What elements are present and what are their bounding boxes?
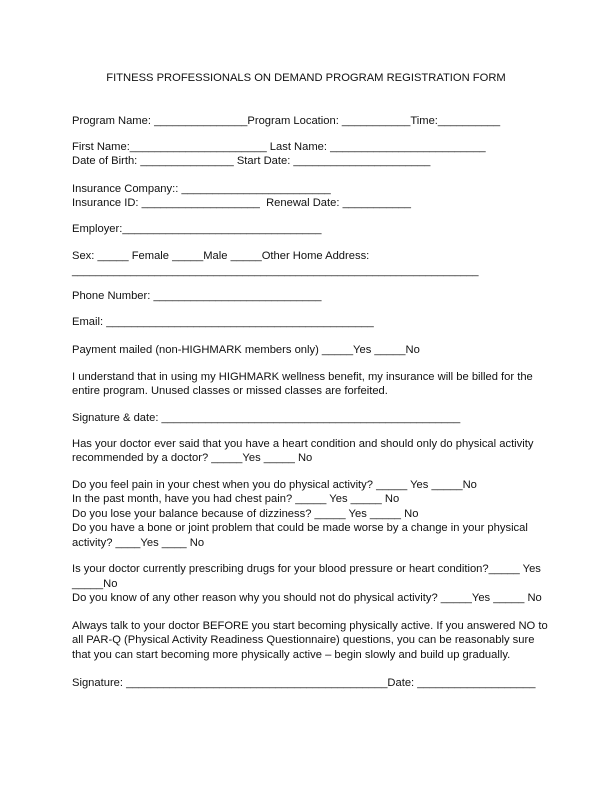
prescription-question-2: _____No [72,578,118,590]
parq-notice-line-3: that you can start becoming more physically active – begin slowly and build up gradually. [72,649,511,661]
dob-start-date-line: Date of Birth: _______________ Start Date: ______________________ [72,155,431,167]
insurance-company-line: Insurance Company:: ________________________ [72,183,331,195]
prescription-question-1: Is your doctor currently prescribing drugs for your blood pressure or heart condition?_____ Yes [72,563,541,575]
billing-notice-line-2: entire program. Unused classes or missed classes are forfeited. [72,385,388,397]
chest-pain-month-question: In the past month, have you had chest pain? _____ Yes _____ No [72,493,400,505]
form-title: FITNESS PROFESSIONALS ON DEMAND PROGRAM REGISTRATION FORM [106,72,506,84]
name-line: First Name:______________________ Last Name: _________________________ [72,141,486,153]
parq-notice-line-1: Always talk to your doctor BEFORE you start becoming physically active. If you answered NO to [72,620,548,632]
final-signature-line: Signature: __________________________________________Date: ___________________ [72,677,536,689]
bone-joint-question-1: Do you have a bone or joint problem that could be made worse by a change in your physical [72,522,528,534]
parq-notice-line-2: all PAR-Q (Physical Activity Readiness Questionnaire) questions, you can be reasonably sure [72,634,535,646]
program-info-line: Program Name: _______________Program Location: ___________Time:__________ [72,115,501,127]
heart-condition-question-1: Has your doctor ever said that you have a heart condition and should only do physical activity [72,438,534,450]
payment-line: Payment mailed (non-HIGHMARK members only) _____Yes _____No [72,344,420,356]
bone-joint-question-2: activity? ____Yes ____ No [72,537,205,549]
employer-line: Employer:________________________________ [72,223,322,235]
signature-date-line: Signature & date: ________________________________________________ [72,412,461,424]
balance-question: Do you lose your balance because of dizziness? _____ Yes _____ No [72,508,419,520]
heart-condition-question-2: recommended by a doctor? _____Yes _____ No [72,452,313,464]
insurance-id-renewal-line: Insurance ID: ___________________ Renewal Date: ___________ [72,197,412,209]
billing-notice-line-1: I understand that in using my HIGHMARK wellness benefit, my insurance will be billed for the [72,371,533,383]
email-line: Email: ___________________________________________ [72,316,374,328]
other-reason-question: Do you know of any other reason why you should not do physical activity? _____Yes _____ No [72,592,542,604]
home-address-blank: _____________________________________________________________________ [72,265,479,277]
sex-address-line: Sex: _____ Female _____Male _____Other Home Address: [72,250,370,262]
chest-pain-activity-question: Do you feel pain in your chest when you do physical activity? _____ Yes _____No [72,479,477,491]
phone-line: Phone Number: ___________________________ [72,290,322,302]
